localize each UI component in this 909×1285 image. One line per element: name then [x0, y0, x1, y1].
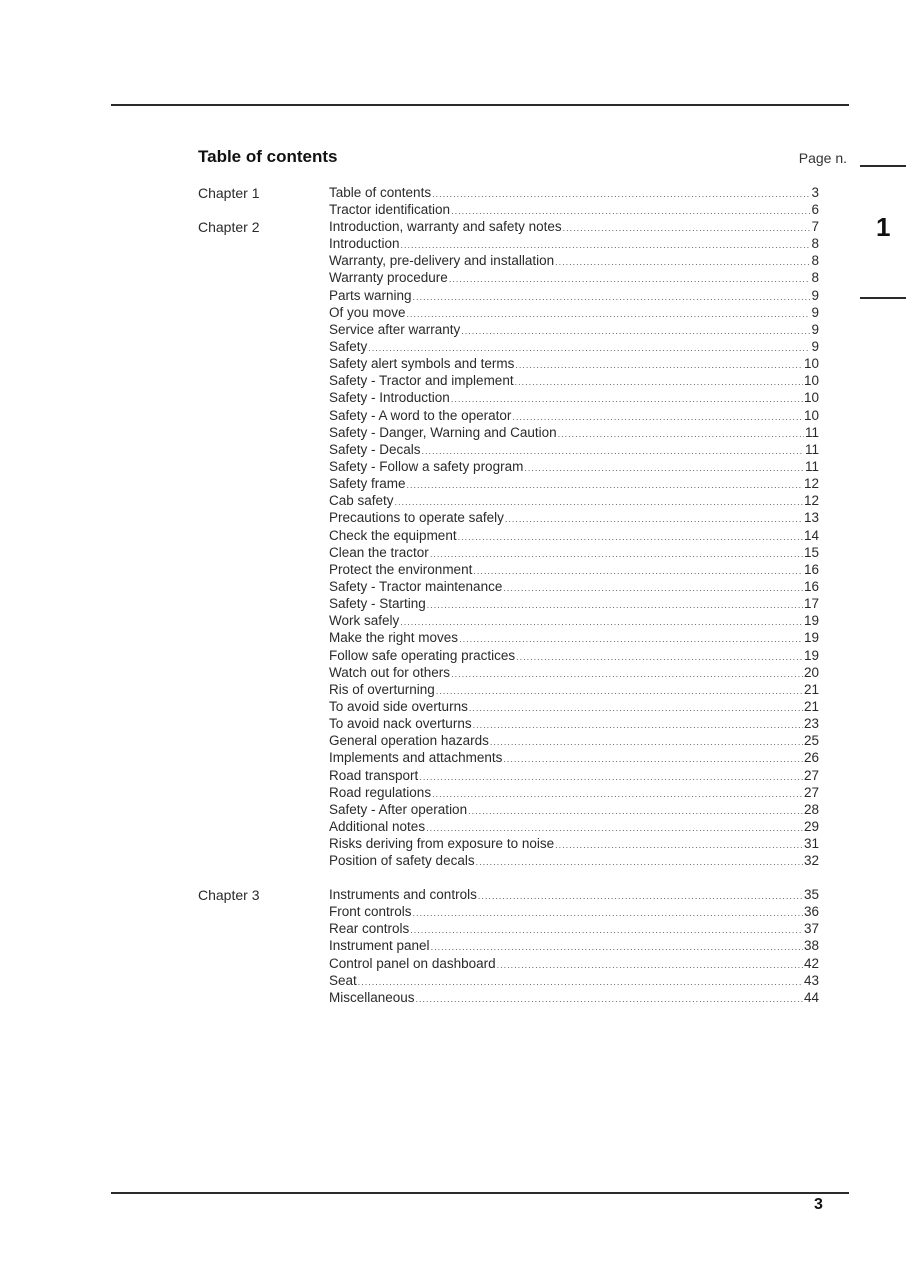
- toc-entry-page: 19: [803, 613, 819, 629]
- toc-entry-page: 8: [811, 236, 819, 252]
- dot-leader: [555, 837, 803, 854]
- toc-entry-page: 9: [811, 338, 819, 354]
- toc-entry-title: Control panel on dashboard: [329, 955, 496, 971]
- toc-entry-title: Ris of overturning: [329, 681, 435, 697]
- toc-entry-page: 11: [804, 458, 819, 474]
- toc-entry-page: 17: [803, 596, 819, 612]
- dot-leader: [476, 854, 803, 871]
- toc-entry-title: Parts warning: [329, 287, 412, 303]
- section-tab-top-rule: [860, 165, 906, 167]
- toc-entry-page: 29: [803, 818, 819, 834]
- dot-leader: [555, 254, 810, 271]
- toc-entry-page: 28: [803, 801, 819, 817]
- toc-entry-page: 8: [811, 270, 819, 286]
- toc-entry: [329, 355, 819, 372]
- toc-entry-title: Safety - Follow a safety program: [329, 458, 524, 474]
- toc-entry: [329, 252, 819, 269]
- toc-entry-page: 15: [803, 544, 819, 560]
- toc-entry-page: 3: [811, 185, 819, 200]
- dot-leader: [515, 357, 803, 374]
- toc-entry: [329, 629, 819, 646]
- toc-entry-title: Miscellaneous: [329, 989, 415, 1005]
- toc-entry-page: 6: [811, 202, 819, 218]
- toc-entry: [329, 920, 819, 937]
- toc-entry-page: 9: [811, 321, 819, 337]
- toc-entry: [329, 492, 819, 509]
- toc-entry: [329, 475, 819, 492]
- toc-entry-page: 32: [803, 853, 819, 869]
- toc-entry-title: Introduction, warranty and safety notes: [329, 219, 562, 234]
- dot-leader: [563, 220, 811, 237]
- dot-leader: [358, 974, 803, 991]
- toc-entry-page: 27: [803, 784, 819, 800]
- toc-entry-title: General operation hazards: [329, 733, 489, 749]
- chapter-1-label: Chapter 1: [198, 185, 260, 201]
- toc-entry-title: Instrument panel: [329, 938, 430, 954]
- toc-entry-title: Work safely: [329, 613, 400, 629]
- toc-entry-title: Follow safe operating practices: [329, 647, 516, 663]
- toc-entry-title: Safety alert symbols and terms: [329, 356, 515, 372]
- toc-entry-page: 10: [803, 390, 819, 406]
- toc-entry: [329, 989, 819, 1006]
- toc-entry-title: Protect the environment: [329, 561, 473, 577]
- toc-entry-page: 19: [803, 647, 819, 663]
- dot-leader: [503, 580, 803, 597]
- dot-leader: [407, 477, 803, 494]
- section-tab-number: 1: [876, 212, 891, 242]
- toc-entry-page: 35: [803, 887, 819, 902]
- toc-entry: [329, 544, 819, 561]
- toc-entry-title: Cab safety: [329, 493, 394, 509]
- toc-entry-page: 9: [811, 304, 819, 320]
- toc-entry-page: 14: [803, 527, 819, 543]
- dot-leader: [400, 614, 803, 631]
- dot-leader: [497, 957, 803, 974]
- toc-entry: [329, 509, 819, 526]
- toc-entry: [329, 647, 819, 664]
- dot-leader: [461, 323, 810, 340]
- toc-entry-page: 10: [803, 373, 819, 389]
- toc-entry: [329, 184, 819, 201]
- toc-entry: [329, 321, 819, 338]
- toc-entry: [329, 698, 819, 715]
- toc-entry-page: 16: [803, 561, 819, 577]
- toc-entry: [329, 304, 819, 321]
- toc-entry-page: 9: [811, 287, 819, 303]
- toc-entry-title: Check the equipment: [329, 527, 457, 543]
- toc-entry-title: Safety frame: [329, 476, 406, 492]
- toc-entry: [329, 389, 819, 406]
- toc-entry-title: Make the right moves: [329, 630, 459, 646]
- toc-entry: [329, 681, 819, 698]
- toc-entry: [329, 835, 819, 852]
- toc-entry-title: Road transport: [329, 767, 419, 783]
- toc-entry: [329, 749, 819, 766]
- page-title: Table of contents: [198, 147, 338, 166]
- dot-leader: [419, 769, 803, 786]
- toc-entry-title: Seat: [329, 972, 357, 988]
- toc-entry-title: Safety - Tractor and implement: [329, 373, 514, 389]
- dot-leader: [427, 597, 803, 614]
- toc-entry-page: 10: [803, 356, 819, 372]
- dot-leader: [436, 683, 803, 700]
- footer-rule: [111, 1192, 849, 1194]
- toc-entry-title: Safety - Introduction: [329, 390, 450, 406]
- toc-entry-title: Road regulations: [329, 784, 432, 800]
- toc-entry-page: 10: [803, 407, 819, 423]
- toc-entry-title: To avoid side overturns: [329, 698, 468, 714]
- toc-entry: [329, 527, 819, 544]
- page-column-label: Page n.: [798, 150, 847, 166]
- toc-entry-page: 31: [803, 836, 819, 852]
- toc-entry-title: Rear controls: [329, 921, 410, 937]
- dot-leader: [473, 563, 803, 580]
- dot-leader: [432, 186, 810, 203]
- toc-entry: [329, 269, 819, 286]
- toc-entry-title: Service after warranty: [329, 321, 461, 337]
- toc-entry-title: Safety - Starting: [329, 596, 426, 612]
- toc-entry: [329, 561, 819, 578]
- chapter-2-entries: [329, 218, 819, 869]
- toc-entry-title: Safety - Tractor maintenance: [329, 578, 503, 594]
- chapter-3-label: Chapter 3: [198, 887, 260, 903]
- toc-entry-title: Watch out for others: [329, 664, 451, 680]
- toc-entry: [329, 818, 819, 835]
- toc-entry: [329, 937, 819, 954]
- dot-leader: [413, 289, 811, 306]
- toc-entry-page: 19: [803, 630, 819, 646]
- toc-entry: [329, 595, 819, 612]
- toc-entry: [329, 372, 819, 389]
- toc-entry-page: 16: [803, 578, 819, 594]
- dot-leader: [410, 922, 803, 939]
- toc-entry-title: Position of safety decals: [329, 853, 475, 869]
- toc-entry-page: 8: [811, 253, 819, 269]
- toc-entry-title: Of you move: [329, 304, 406, 320]
- toc-entry-title: Clean the tractor: [329, 544, 429, 560]
- dot-leader: [413, 905, 803, 922]
- toc-entry: [329, 972, 819, 989]
- chapter-1-entries: [329, 184, 819, 218]
- chapter-2-label: Chapter 2: [198, 219, 260, 235]
- dot-leader: [468, 803, 803, 820]
- toc-entry-page: 13: [803, 510, 819, 526]
- toc-entry-page: 26: [803, 750, 819, 766]
- toc-entry: [329, 784, 819, 801]
- toc-entry-title: Safety - A word to the operator: [329, 407, 512, 423]
- dot-leader: [478, 888, 803, 905]
- toc-entry: [329, 664, 819, 681]
- toc-entry-title: Additional notes: [329, 818, 426, 834]
- toc-entry-page: 42: [803, 955, 819, 971]
- toc-entry: [329, 287, 819, 304]
- toc-entry-page: 11: [804, 424, 819, 440]
- toc-entry: [329, 612, 819, 629]
- toc-entry-title: To avoid nack overturns: [329, 716, 472, 732]
- toc-entry-page: 21: [803, 681, 819, 697]
- toc-entry-title: Table of contents: [329, 185, 432, 200]
- toc-entry: [329, 578, 819, 595]
- toc-entry-title: Safety - Danger, Warning and Caution: [329, 424, 557, 440]
- dot-leader: [451, 666, 803, 683]
- dot-leader: [469, 700, 803, 717]
- toc-entry: [329, 441, 819, 458]
- toc-entry-title: Precautions to operate safely: [329, 510, 504, 526]
- chapter-3-entries: [329, 886, 819, 1006]
- toc-entry-page: 12: [803, 476, 819, 492]
- dot-leader: [558, 426, 804, 443]
- toc-entry-title: Implements and attachments: [329, 750, 503, 766]
- toc-entry: [329, 424, 819, 441]
- toc-entry-title: Risks deriving from exposure to noise: [329, 836, 555, 852]
- toc-entry-title: Instruments and controls: [329, 887, 477, 902]
- dot-leader: [432, 786, 803, 803]
- toc-entry-title: Safety - Decals: [329, 441, 421, 457]
- dot-leader: [416, 991, 803, 1008]
- toc-entry-page: 37: [803, 921, 819, 937]
- toc-entry: [329, 903, 819, 920]
- toc-entry: [329, 801, 819, 818]
- dot-leader: [430, 546, 803, 563]
- toc-entry: [329, 218, 819, 235]
- toc-entry: [329, 852, 819, 869]
- toc-entry: [329, 732, 819, 749]
- toc-entry: [329, 886, 819, 903]
- toc-entry: [329, 201, 819, 218]
- toc-entry-title: Safety: [329, 338, 368, 354]
- toc-entry-page: 12: [803, 493, 819, 509]
- dot-leader: [503, 751, 803, 768]
- toc-entry-page: 20: [803, 664, 819, 680]
- dot-leader: [473, 717, 803, 734]
- toc-entry-title: Front controls: [329, 904, 412, 920]
- dot-leader: [505, 511, 803, 528]
- dot-leader: [524, 460, 804, 477]
- dot-leader: [490, 734, 803, 751]
- toc-entry-page: 27: [803, 767, 819, 783]
- toc-entry-title: Tractor identification: [329, 202, 451, 218]
- toc-entry-page: 38: [803, 938, 819, 954]
- dot-leader: [516, 649, 803, 666]
- toc-entry-title: Warranty, pre-delivery and installation: [329, 253, 555, 269]
- toc-entry: [329, 407, 819, 424]
- toc-entry: [329, 767, 819, 784]
- toc-entry-page: 21: [803, 698, 819, 714]
- toc-entry: [329, 235, 819, 252]
- toc-entry-page: 36: [803, 904, 819, 920]
- dot-leader: [515, 374, 803, 391]
- toc-entry-title: Warranty procedure: [329, 270, 448, 286]
- toc-entry-page: 23: [803, 716, 819, 732]
- dot-leader: [458, 529, 803, 546]
- page-number: 3: [814, 1196, 823, 1213]
- toc-entry: [329, 458, 819, 475]
- toc-entry: [329, 715, 819, 732]
- toc-entry-title: Introduction: [329, 236, 400, 252]
- toc-entry: [329, 955, 819, 972]
- toc-entry-page: 11: [804, 441, 819, 457]
- dot-leader: [449, 271, 811, 288]
- toc-entry: [329, 338, 819, 355]
- toc-entry-title: Safety - After operation: [329, 801, 468, 817]
- section-tab-bottom-rule: [860, 297, 906, 299]
- dot-leader: [407, 306, 811, 323]
- header-rule: [111, 104, 849, 106]
- toc-entry-page: 44: [803, 989, 819, 1005]
- toc-entry-page: 25: [803, 733, 819, 749]
- toc-entry-page: 43: [803, 972, 819, 988]
- toc-entry-page: 7: [811, 219, 819, 234]
